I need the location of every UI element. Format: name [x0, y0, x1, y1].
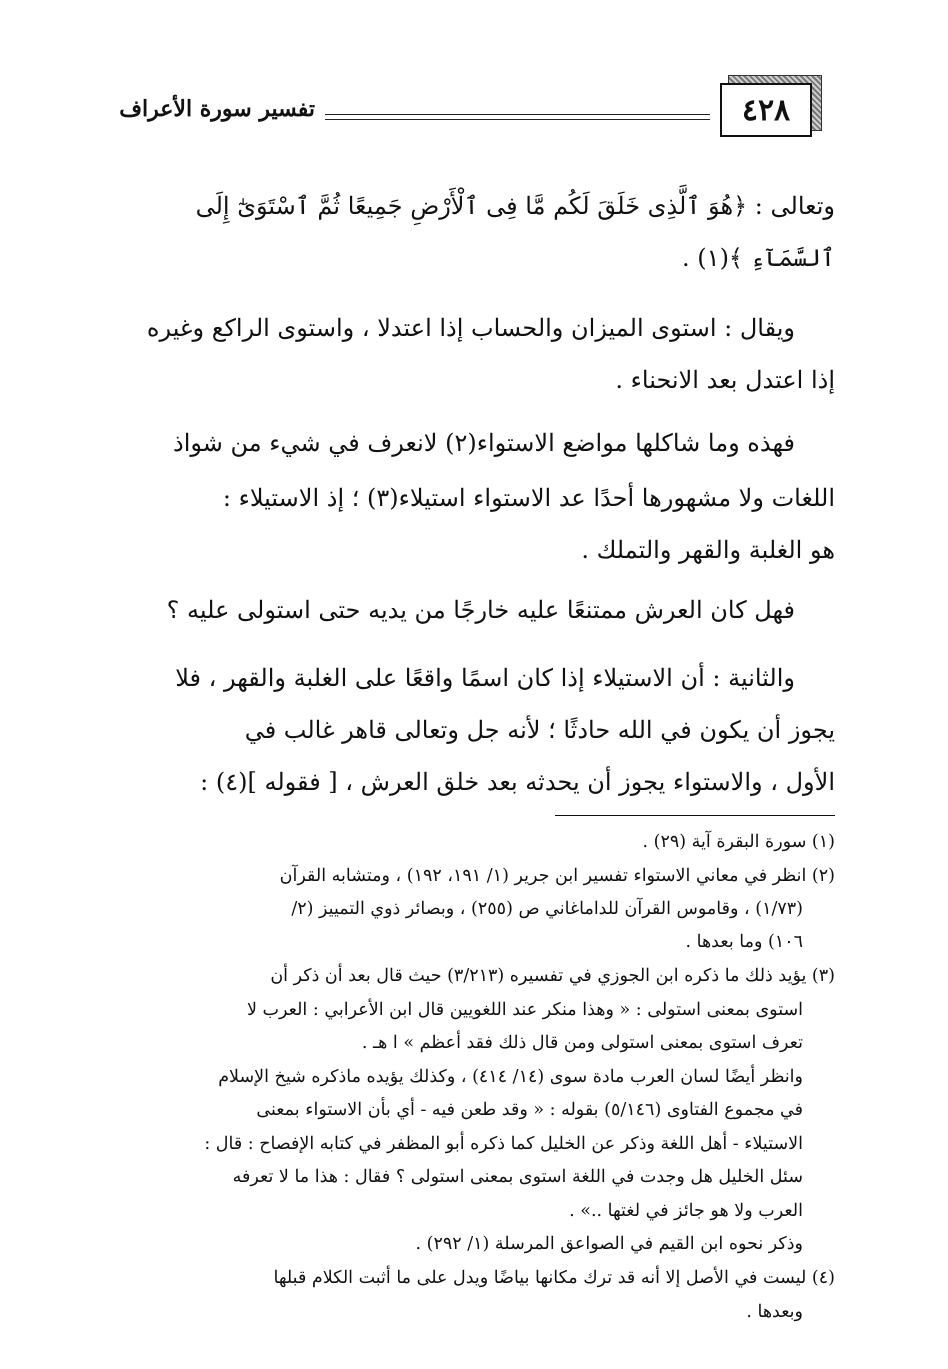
body-line: إذا اعتدل بعد الانحناء .: [615, 366, 835, 394]
footnote-line: استوى بمعنى استولى : « وهذا منكر عند اللغويين قال ابن الأعرابي : العرب لا: [246, 1000, 803, 1020]
footnote-line: (٢) انظر في معاني الاستواء تفسير ابن جرير (١/ ١٩١، ١٩٢) ، ومتشابه القرآن: [279, 866, 835, 886]
page-number: ٤٢٨: [720, 83, 812, 137]
body-line: فهذه وما شاكلها مواضع الاستواء(٢) لانعرف في شيء من شواذ: [173, 429, 795, 457]
header-rule: [325, 119, 710, 120]
footnote-line: ١٠٦) وما بعدها .: [685, 932, 803, 952]
footnote-line: وانظر أيضًا لسان العرب مادة سوى (١٤/ ٤١٤) ، وكذلك يؤيده ماذكره شيخ الإسلام: [218, 1067, 803, 1087]
footnote-line: العرب ولا هو جائز في لغتها ..» .: [569, 1201, 803, 1221]
footnote-line: (٤) ليست في الأصل إلا أنه قد ترك مكانها بياضًا ويدل على ما أثبت الكلام قبلها: [273, 1268, 835, 1288]
body-line: يجوز أن يكون في الله حادثًا ؛ لأنه جل وتعالى قاهر غالب في: [244, 716, 835, 744]
footnote-line: في مجموع الفتاوى (٥/١٤٦) بقوله : « وقد طعن فيه - أي بأن الاستواء بمعنى: [256, 1100, 803, 1120]
body-line: ويقال : استوى الميزان والحساب إذا اعتدلا ، واستوى الراكع وغيره: [146, 314, 795, 342]
footnote-line: وبعدها .: [746, 1302, 803, 1322]
body-line: فهل كان العرش ممتنعًا عليه خارجًا من يديه حتى استولى عليه ؟: [166, 596, 795, 624]
body-line: هو الغلبة والقهر والتملك .: [581, 536, 835, 564]
footnote-line: سئل الخليل هل وجدت في اللغة استوى بمعنى استولى ؟ فقال : هذا ما لا تعرفه: [232, 1167, 803, 1187]
footnote-line: تعرف استوى بمعنى استولى ومن قال ذلك فقد أعظم » ا هـ .: [361, 1033, 803, 1053]
body-line: اللغات ولا مشهورها أحدًا عد الاستواء استيلاء(٣) ؛ إذ الاستيلاء :: [222, 484, 835, 512]
body-line: والثانية : أن الاستيلاء إذا كان اسمًا واقعًا على الغلبة والقهر ، فلا: [175, 664, 795, 692]
body-line: ٱلسَّمَآءِ ﴾(١) .: [682, 244, 835, 272]
page-number-box: [720, 75, 820, 137]
footnote-divider: [555, 815, 835, 816]
body-line: الأول ، والاستواء يجوز أن يحدثه بعد خلق العرش ، [ فقوله ](٤) :: [200, 768, 835, 796]
body-line: وتعالى : ﴿هُوَ ٱلَّذِى خَلَقَ لَكُم مَّا فِى ٱلْأَرْضِ جَمِيعًا ثُمَّ ٱسْتَوَىٰٓ إِلَى: [195, 192, 835, 220]
footnote-line: (١/٧٣) ، وقاموس القرآن للداماغاني ص (٢٥٥) ، وبصائر ذوي التمييز (٢/: [291, 899, 803, 919]
header-rule: [325, 114, 710, 115]
footnote-line: (٣) يؤيد ذلك ما ذكره ابن الجوزي في تفسيره (٣/٢١٣) حيث قال بعد أن ذكر أن: [270, 966, 835, 986]
footnote-line: (١) سورة البقرة آية (٢٩) .: [642, 832, 835, 852]
footnote-line: الاستيلاء - أهل اللغة وذكر عن الخليل كما ذكره أبو المظفر في كتابه الإفصاح : قال :: [204, 1134, 803, 1154]
running-title: تفسير سورة الأعراف: [119, 96, 315, 122]
footnote-line: وذكر نحوه ابن القيم في الصواعق المرسلة (١/ ٢٩٢) .: [415, 1234, 803, 1254]
